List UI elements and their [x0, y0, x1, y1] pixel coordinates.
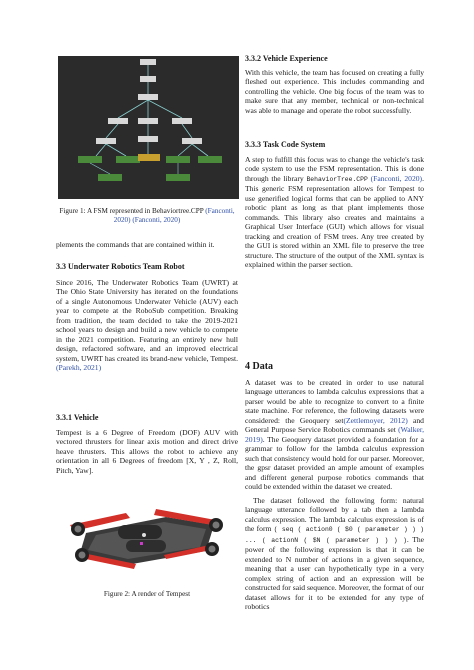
fsm-figure	[58, 56, 239, 199]
section-heading: 3.3 Underwater Robotics Team Robot	[56, 262, 185, 271]
caption-citation-link[interactable]: (Fanconti, 2020) (Fanconti, 2020)	[113, 207, 235, 224]
fsm-node	[138, 94, 158, 100]
subsection-heading: 3.3.3 Task Code System	[245, 140, 326, 149]
citation-link[interactable]: (Zettlemoyer, 2012)	[343, 415, 408, 425]
fsm-node	[96, 138, 116, 144]
paragraph: The dataset followed the following form: natural language utterance followed by a tab then a lambda calculus expression. The lambda calculus expression is of the form ( seq ( action0 ( $0 ( parameter ) ) ) ... ( actionN ( $N ( parameter ) ) ) ). The power of the following expression is that it can be extended to N number of actions in a given sequence, meaning that a user can hypothetically type in a very complex string of action and an expression will be constructed for said sequence. Moreover, the format of our dataset allows for it to be extended for any type of robotics	[245, 496, 425, 611]
fsm-leaf	[166, 174, 190, 181]
fsm-node	[138, 118, 158, 124]
citation-link[interactable]: (Parekh, 2021)	[56, 363, 102, 373]
paragraph: Tempest is a 6 Degree of Freedom (DOF) AUV with vectored thrusters for linear axis motion and direct drive heave thrusters. This allows the robot to achieve any orientation in all 6 Degrees of freedom [X, Y , Z, Roll, Pitch, Yaw].	[56, 428, 238, 475]
auv-render-image	[56, 495, 238, 575]
fsm-node	[172, 118, 192, 124]
subsection-heading: 3.3.2 Vehicle Experience	[245, 54, 328, 63]
fsm-leaf	[166, 156, 190, 163]
fsm-node	[182, 138, 202, 144]
fsm-leaf	[78, 156, 102, 163]
citation-link[interactable]: (Walker, 2019)	[245, 425, 424, 444]
fsm-node	[108, 118, 128, 124]
subsection-heading: 3.3.1 Vehicle	[56, 413, 99, 422]
figure-1-caption	[56, 207, 238, 225]
fsm-leaf	[198, 156, 222, 163]
paragraph: Since 2016, The Underwater Robotics Team (UWRT) at The Ohio State University has iterated on the foundations of a single Autonomous Underwater Vehicle (AUV) each year to compete at the RoboSub competition. Breaking from tradition, the team decided to take the 2019-2021 school years to design and build a new vehicle to compete in the 2021 competition. Featuring an entirely new hull design, refactored software, and an improved electrical system, UWRT has created its brand-new vehicle, Tempest. (Parekh, 2021)	[56, 278, 238, 373]
caption-text: Figure 1: A FSM represented in Behaviortree.CPP	[59, 207, 204, 215]
figure-2-caption: Figure 2: A render of Tempest	[103, 590, 191, 598]
paragraph: A step to fulfill this focus was to change the vehicle's task code system to use the FSM representation. This is done through the library BehaviorTree.CPP (Fanconti, 2020). This generic FSM representation allows for Tempest to use generified logical forms that can be applied to ANY robotic plant as long as that plant implements those commands. This library also creates and maintains a Graphical User Interface (GUI) which allows for visual tracking and creation of FSM trees. Any tree created by the GUI is stored within an XML file to preserve the tree structure. The structure of the output of the XML syntax is explained within the parser section.	[245, 155, 424, 269]
code-expression: ( seq ( action0 ( $0 ( parameter ) ) ) ... ( actionN ( $N ( parameter ) ) ) )	[245, 526, 424, 544]
fsm-root-node	[140, 59, 156, 65]
fsm-seq-node	[140, 76, 156, 82]
paragraph: With this vehicle, the team has focused on creating a fully fleshed out experience. This includes commanding and controlling the vehicle. One big focus of the team was to make sure that any member, technical or non-technical was able to manage and operate the robot successfully.	[245, 68, 424, 115]
paragraph: A dataset was to be created in order to use natural language utterances to lambda calculus expressions that a parser would be able to recognize to convert to a finite state machine. For reference, the following datasets were considered: the Geoquery set(Zettlemoyer, 2012) and General Purpose Service Robotics commands set (Walker, 2019). The Geoquery dataset provided a foundation for a grammar to follow for the lambda calculus expression such that consistency would hold for our parser. Moreover, the gpsr dataset provided an ample amount of examples and different general purpose robotics commands that could be extended within the dataset we created.	[245, 378, 424, 491]
fsm-node	[138, 136, 158, 142]
fsm-tree-diagram	[58, 56, 239, 199]
fsm-leaf	[138, 154, 160, 161]
section-heading: 4 Data	[245, 361, 274, 372]
library-name: BehaviorTree.CPP	[306, 175, 368, 183]
citation-link[interactable]: (Fanconti, 2020)	[370, 173, 423, 183]
fsm-leaf	[116, 156, 140, 163]
fsm-leaf	[98, 174, 122, 181]
paragraph: plements the commands that are contained within it.	[56, 240, 215, 249]
tempest-render	[56, 495, 238, 575]
